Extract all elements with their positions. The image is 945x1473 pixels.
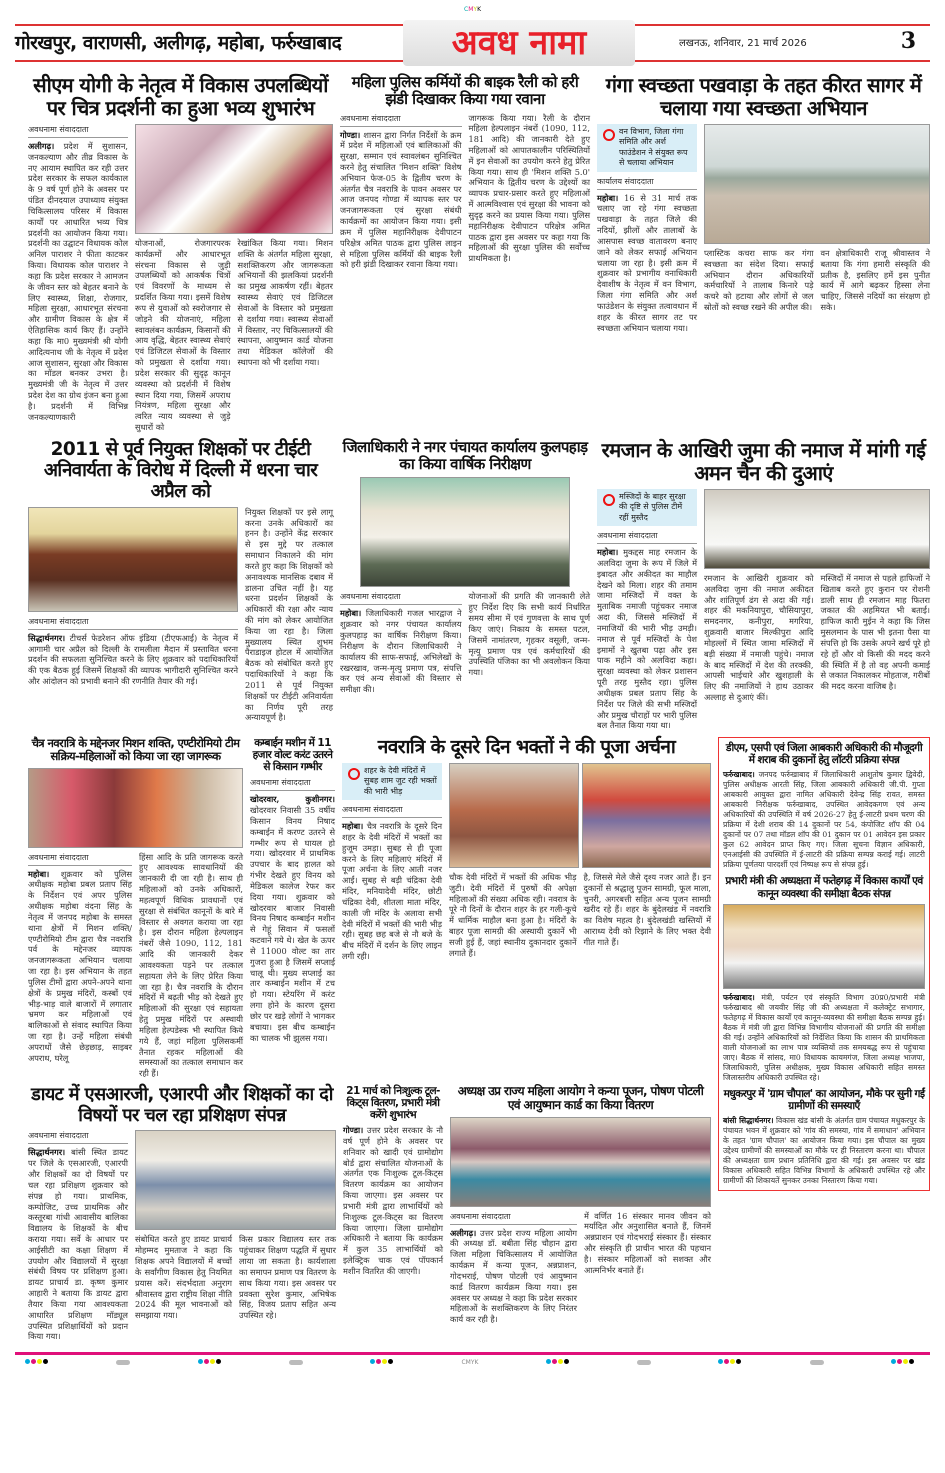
article-ganga-cleanliness[interactable] — [597, 74, 930, 333]
headline: रमजान के आखिरी जुमा की नमाज में मांगी गई अमन चैन की दुआएं — [601, 437, 926, 485]
dateline: महोबा। — [342, 821, 364, 832]
row-3 — [28, 737, 711, 1079]
article-body-col2: योजनाओं, रोजगारपरक कार्यक्रमों और आधारभूत संरचना विकास से जुड़ी उपलब्धियों को आकर्षक चित्रों एवं विवरणों के माध्यम से प्रदर्शित किया गया। इसमें विशेष रूप से युवाओं को स्वरोजगार से जोड़ने की योजनाएं, महिला स्वावलंबन कार्यक्रम, किसानों की आय वृद्धि, बेहतर स्वास्थ्य सेवाएं एवं डिजिटल सेवाओं के विस्तार को प्रमुखता से दर्शाया गया। प्रदेश सरकार की सुदृढ़ कानून व्यवस्था को प्रदर्शनी में विशेष स्थान दिया गया, जिसमें अपराध नियंत्रण, महिला सुरक्षा और त्वरित न्याय व्यवस्था से जुड़े सुधारों को — [135, 238, 231, 433]
byline: कार्यालय संवाददाता — [597, 176, 697, 190]
newspaper-logo[interactable] — [403, 20, 635, 66]
inspection-photo[interactable] — [360, 477, 570, 587]
byline: अवधनामा संवाददाता — [342, 804, 442, 818]
dateline: महोबा। — [28, 868, 50, 879]
color-dots-icon — [198, 1359, 222, 1366]
article-tet-protest[interactable] — [28, 439, 333, 723]
row-2 — [28, 439, 930, 731]
dateline: सिद्धार्थनगर। — [28, 1147, 66, 1158]
headline: गंगा स्वच्छता पखवाड़ा के तहत कीरत सागर में चलाया गया स्वच्छता अभियान — [605, 73, 922, 120]
dateline: महोबा। — [597, 192, 619, 203]
grey-pill-icon — [810, 1360, 824, 1365]
dateline: अलीगढ़। — [450, 1227, 477, 1238]
headline: डीएम, एसपी एवं जिला आबकारी अधिकारी की मौजूदगी में शराब की दुकानों हेतु लॉटरी प्रक्रिया संपन्न — [725, 742, 923, 767]
row-4 — [28, 1085, 711, 1342]
kanya-pujan-photo[interactable] — [450, 1117, 711, 1207]
headline: चैत्र नवरात्रि के मद्देनजर मिशन शक्ति, एण्टीरोमियो टीम सक्रिय-महिलाओं को किया जा रहा जागरूक — [31, 736, 240, 764]
review-meeting-photo[interactable] — [723, 904, 925, 989]
training-certificate-photo[interactable] — [135, 1130, 336, 1230]
page-content — [28, 74, 930, 1348]
headline: 2011 से पूर्व नियुक्त शिक्षकों पर टीईटी अनिवार्यता के विरोध में दिल्ली में धरना चार अप्रैल को — [43, 438, 318, 503]
article-body-col2: नियुक्त शिक्षकों पर इसे लागू करना उनके अधिकारों का हनन है। उन्होंने केंद्र सरकार से इस मुद्दे पर तत्काल समाधान निकालने की मांग करते हुए कहा कि शिक्षकों को अनावश्यक मानसिक दबाव में डालना उचित नहीं है। यह धरना प्रदर्शन शिक्षकों के अधिकारों की रक्षा और न्याय की मांग को लेकर आयोजित किया जा रहा है। जिला मुख्यालय स्थित शुभम पैराडाइज होटल में आयोजित बैठक को संबोधित करते हुए पदाधिकारियों ने कहा कि 2011 से पूर्व नियुक्त शिक्षकों पर टीईटी अनिवार्यता का निर्णय पूरी तरह अन्यायपूर्ण है। — [245, 506, 333, 723]
headline: मधुकरपुर में 'ग्राम चौपाल' का आयोजन, मौके पर सुनी गईं ग्रामीणों की समस्याएँ — [723, 1087, 925, 1112]
temple-devotees-photo-1[interactable] — [449, 763, 579, 868]
mission-shakti-photo[interactable] — [28, 768, 243, 848]
article-body: अलीगढ़। उत्तर प्रदेश राज्य महिला आयोग की अध्यक्ष डॉ. बबीता सिंह चौहान द्वारा जिला महिला चिकित्सालय में आयोजित कार्यक्रम में कन्या पूजन, अन्नप्राशन, गोदभराई, पोषण पोटली एवं आयुष्मान कार्ड वितरण कार्यक्रम किया गया। इस अवसर पर अध्यक्ष ने कहा कि प्रदेश सरकार महिलाओं के सशक्तिकरण के लिए निरंतर कार्य कर रही है। — [450, 1227, 577, 1325]
article-body: महोबा। 16 से 31 मार्च तक चलाए जा रहे गंगा स्वच्छता पखवाड़ा के तहत जिले की नदियों, झीलों और तालाबों के आसपास स्वच्छ वातावरण बनाए जाने को लेकर सफाई अभियान चलाया जा रहा है। इसी क्रम में शुक्रवार को प्रभागीय वनाधिकारी देवाशीष के नेतृत्व में वन विभाग, जिला गंगा समिति और अर्श फाउंडेशन के संयुक्त तत्वावधान में शहर के कीरत सागर तट पर स्वच्छता अभियान चलाया गया। — [597, 192, 697, 333]
masthead — [15, 20, 930, 66]
dateline: महोबा। — [597, 547, 619, 558]
cmyk-registration-top: CMYK — [464, 6, 481, 13]
article-body-col2: चौक देवी मंदिरों में भक्तों की अधिक भीड़ जुटी। देवी मंदिरों में पुरुषों की अपेक्षा महिलाओं की संख्या अधिक रही। नवरात्र के पूरे नौ दिनों के दौरान शहर के हर गली-कूचे में धार्मिक माहौल बना हुआ है। मंदिरों के बाहर पूजा सामग्री की अस्थायी दुकानें भी सजी हुई हैं, जहां स्थानीय दुकानदार दुकानें लगाते हैं। — [449, 872, 577, 958]
article-mahila-aayog[interactable] — [450, 1085, 711, 1325]
byline: अवधनामा संवाददाता — [340, 113, 462, 127]
dateline: फर्रुखाबाद। — [723, 992, 755, 1002]
byline: अवधनामा संवाददाता — [450, 1211, 577, 1225]
edition-cities: गोरखपुर, वाराणसी, अलीगढ़, महोबा, फर्रुखाबाद — [15, 29, 341, 55]
dateline: अलीगढ़। — [28, 141, 55, 151]
grey-pill-icon — [289, 1360, 303, 1365]
article-body: महोबा। मुकद्दस माह रमजान के अलविदा जुमा के रूप में जिले में इबादत और अकीदत का माहौल देखने को मिला। शहर की तमाम जामा मस्जिदों में वक्त के मुताबिक नमाजी पहुंचकर नमाज अदा की, जिससे मस्जिदों में नमाजियों की भारी भीड़ उमड़ी। नमाज से पूर्व मस्जिदों के पेश इमामों ने खुतबा पढ़ा और इस पाक महीने को अलविदा कहा। सुरक्षा व्यवस्था को लेकर प्रशासन पूरी तरह मुस्तैद रहा। पुलिस अधीक्षक प्रबल प्रताप सिंह के निर्देश पर जिले की सभी मस्जिदों और प्रमुख चौराहों पर भारी पुलिस बल तैनात किया गया था। — [597, 547, 697, 731]
article-combine-current[interactable] — [250, 737, 335, 1043]
headline: प्रभारी मंत्री की अध्यक्षता में फतेहगढ़ में विकास कार्यों एवं कानून व्यवस्था की समीक्षा बैठक संपन्न — [725, 875, 923, 900]
color-dots-icon — [891, 1359, 915, 1366]
color-dots-icon — [370, 1359, 394, 1366]
byline: अवधनामा संवाददाता — [28, 852, 132, 866]
row-1 — [28, 74, 930, 433]
dateline: बांसी सिद्धार्थनगर। — [723, 1115, 774, 1125]
article-body-col2: प्लास्टिक कचरा साफ कर गंगा स्वच्छता का संदेश दिया। सफाई अभियान दौरान अधिकारियों कर्मचारियों ने तालाब किनारे पड़े कचरे को हटाया और लोगों से जल स्रोतों को स्वच्छ रखने की अपील की। — [704, 248, 814, 313]
headline: 21 मार्च को निःशुल्क टूल-किट्स वितरण, प्रभारी मंत्री करेंगे शुभारंभ — [346, 1084, 440, 1122]
byline: अवधनामा संवाददाता — [28, 616, 238, 630]
article-body-col2: योजनाओं की प्रगति की जानकारी लेते हुए निर्देश दिए कि सभी कार्य निर्धारित समय सीमा में एवं गुणवत्ता के साथ पूर्ण किए जाएं। निकाय के समस्त पटल, जिसमें नामांतरण, गृहकर वसूली, जन्म-मृत्यु प्रमाण पत्र एवं कर्मचारियों की उपस्थिति पंजिका का भी अवलोकन किया गया। — [468, 591, 590, 678]
article-mission-shakti[interactable] — [28, 737, 243, 1079]
article-body-col3: है, जिससे मेले जैसे दृश्य नजर आते हैं। इन दुकानों से श्रद्धालु पूजन सामग्री, फूल माला, चुनरी, अगरबत्ती सहित अन्य पूजन सामग्री खरीद रहे हैं। शहर के बुंदेलखंड में नवरात्रि का विशेष महत्व है। बुंदेलखंडी खस्तियों में आराध्य देवी को रिझाने के लिए भक्त देवी गीत गाते हैं। — [583, 872, 711, 947]
article-body: महोबा। शुक्रवार को पुलिस अधीक्षक महोबा प्रबल प्रताप सिंह के निर्देशन एवं अपर पुलिस अधीक्षक महोबा वंदना सिंह के नेतृत्व में जनपद महोबा के समस्त थाना क्षेत्रों में मिशन शक्ति/एण्टीरोमियो टीम द्वारा चैत्र नवरात्रि पर्व के मद्देनजर व्यापक जनजागरूकता अभियान चलाया जा रहा है। इस अभियान के तहत पुलिस टीमों द्वारा अपने-अपने थाना क्षेत्रों के प्रमुख मंदिरों, कस्बों एवं भीड़-भाड़ वाले बाजारों में लगातार भ्रमण कर महिलाओं एवं बालिकाओं से संवाद स्थापित किया जा रहा है। उन्हें महिला संबंधी अपराधों जैसे छेड़छाड़, साइबर अपराध, घरेलू — [28, 868, 132, 1063]
headline: महिला पुलिस कर्मियों की बाइक रैली को हरी झंडी दिखाकर किया गया रवाना — [351, 73, 579, 109]
article-body-col3: मस्जिदों में नमाज से पहले हाफिजों ने खिताब करते हुए कुरान पर रोशनी डाली साथ ही रमजान माह फितरा जकात की अहमियत भी बताई। हाफिज कारी मुईन ने कहा कि जिस मुसलमान के पास भी इतना पैसा या संपत्ति हो कि उसके अपने खर्च पूरे हो रहे हों और वो किसी की मदद करने की स्थिति में है तो वह अपनी कमाई से जकात निकालकर मोहताज, गरीबों की मदद करना वाजिब है। — [820, 572, 930, 692]
issue-date: लखनऊ, शनिवार, 21 मार्च 2026 — [675, 35, 811, 49]
lower-left — [28, 737, 711, 1348]
registration-marks — [25, 1359, 915, 1366]
teachers-meeting-photo[interactable] — [28, 507, 238, 612]
article-sharab-lottery[interactable] — [723, 742, 925, 870]
color-dots-icon — [25, 1359, 49, 1366]
headline: कम्बाईन मशीन में 11 हजार वोल्ट करंट उतरने से किसान गम्भीर — [252, 737, 333, 774]
article-body: अलीगढ़। प्रदेश में सुशासन, जनकल्याण और तीव्र विकास के नए आयाम स्थापित कर रही उत्तर प्रदेश सरकार के सफल कार्यकाल के 9 वर्ष पूर्ण होने के अवसर पर पंडित दीनदयाल उपाध्याय संयुक्त चिकित्सालय परिसर में विकास कार्यों पर आधारित भव्य चित्र प्रदर्शनी का आयोजन किया गया। प्रदर्शनी का उद्घाटन विधायक कोल अनिल पाराशर ने फीता काटकर किया। विधायक कोल पाराशर ने कहा कि प्रदेश सरकार ने आमजन के जीवन स्तर को बेहतर बनाने के लिए स्वास्थ्य, शिक्षा, रोजगार, महिला सुरक्षा, आधारभूत संरचना और ग्रामीण विकास के क्षेत्र में ऐतिहासिक कार्य किए हैं। उन्होंने कहा कि मा0 मुख्यमंत्री श्री योगी आदित्यनाथ जी के नेतृत्व में प्रदेश आज सुशासन, सुरक्षा और विकास का मॉडल बनकर उभरा है। मुख्यमंत्री जी के नेतृत्व में उत्तर प्रदेश देश का ग्रोथ इंजन बना हुआ है। प्रदर्शनी में विभिन्न जनकल्याणकारी — [28, 141, 128, 422]
temple-devotees-photo-2[interactable] — [582, 763, 712, 868]
byline: अवधनामा संवाददाता — [340, 591, 462, 605]
headline: सीएम योगी के नेतृत्व में विकास उपलब्धियों पर चित्र प्रदर्शनी का हुआ भव्य शुभारंभ — [33, 73, 328, 120]
article-body: महोबा। चैत्र नवरात्रि के दूसरे दिन शहर के देवी मंदिरों में भक्तों का हुजूम उमड़ा। सुबह से ही पूजा करने के लिए महिलाएं मंदिरों में पूजा अर्चना के लिए आती नजर आईं। सुबह से बड़ी चंद्रिका देवी मंदिर, मनियादेवी मंदिर, छोटी चंद्रिका देवी, शीतला माता मंदिर, काली जी मंदिर के अलावा सभी देवी मंदिरों में भक्तों की भारी भीड़ रही। सुबह छह बजे से नौ बजे के बीच मंदिरों में दर्शन के लिए लाइन लगी रही। — [342, 821, 442, 962]
article-body-col2: रमजान के आखिरी शुक्रवार को अलविदा जुमा की नमाज अकीदत और शांतिपूर्ण ढंग से अदा की गई। शहर की मकनियापुरा, चौसियापुरा, समदनगर, कनीपुरा, मगरिया, शुक्रवारी बाजार मिल्कीपुरा आदि मोहल्लों में स्थित जामा मस्जिदों में बड़ी संख्या में नमाजी पहुंचे। नमाज के बाद मस्जिदों में देश की तरक्की, आपसी भाईचारे और खुशहाली के लिए की नमाजियों ने हाथ उठाकर अल्लाह से दुआएं कीं। — [704, 572, 814, 703]
article-body-col2: संबोधित करते हुए डायट प्राचार्य मोहम्मद मुमताज ने कहा कि शिक्षक अपने विद्यालयों में बच्चों के सर्वांगीण विकास हेतु नियमित प्रयास करें। संदर्भदाता अनुराग श्रीवास्तव द्वारा राष्ट्रीय शिक्षा नीति 2024 की मूल भावनाओं को समझाया गया। — [135, 1234, 232, 1321]
headline: डायट में एसआरजी, एआरपी और शिक्षकों का दो विषयों पर चल रहा प्रशिक्षण संपन्न — [31, 1083, 333, 1126]
grey-pill-icon — [116, 1360, 130, 1365]
article-body-col2: हिंसा आदि के प्रति जागरूक करते हुए आवश्यक सावधानियों की जानकारी दी जा रही है। साथ ही महिलाओं को उनके अधिकारों, महत्वपूर्ण विधिक प्रावधानों एवं सुरक्षा से संबंधित कानूनों के बारे में विस्तार से अवगत कराया जा रहा है। इस दौरान महिला हेल्पलाइन नंबरों जैसे 1090, 112, 181 आदि की जानकारी देकर आवश्यकता पड़ने पर तत्काल सहायता लेने के लिए प्रेरित किया जा रहा है। चैत्र नवरात्रि के दौरान मंदिरों में बढ़ती भीड़ को देखते हुए महिलाओं की सुरक्षा एवं सहायता हेतु प्रमुख मंदिरों पर अस्थायी महिला हेल्पडेस्क भी स्थापित किये गये हैं, जहां महिला पुलिसकर्मी तैनात रहकर महिलाओं की समस्याओं का तत्काल समाधान कर रही हैं। — [139, 851, 243, 1079]
right-news-box — [718, 737, 930, 1191]
article-body: महोबा। जिलाधिकारी गजल भारद्वाज ने शुक्रवार को नगर पंचायत कार्यालय कुलपहाड़ का वार्षिक निरीक्षण किया। निरीक्षण के दौरान जिलाधिकारी ने कार्यालय की साफ-सफाई, अभिलेखों के रखरखाव, जन्म-मृत्यु प्रमाण पत्र, संपत्ति कर एवं अन्य सेवाओं की विस्तार से समीक्षा की। — [340, 608, 462, 695]
dateline: फर्रुखाबाद। — [723, 770, 755, 780]
byline: अवधनामा संवाददाता — [250, 777, 335, 791]
article-body: गोण्डा। उत्तर प्रदेश सरकार के नौ वर्ष पूर्ण होने के अवसर पर शनिवार को खादी एवं ग्रामोद्योग बोर्ड द्वारा संचालित योजनाओं के अंतर्गत एक निःशुल्क टूल-किट्स वितरण कार्यक्रम का आयोजन किया जाएगा। इस अवसर पर प्रभारी मंत्री द्वारा लाभार्थियों को निःशुल्क टूल-किट्स का वितरण किया जाएगा। जिला ग्रामोद्योग अधिकारी ने बताया कि कार्यक्रम में कुल 35 लाभार्थियों को इलेक्ट्रिक चाक एवं पॉपकार्न मशीन वितरित की जाएगी। — [343, 1125, 443, 1276]
article-body-col2: में वर्णित 16 संस्कार मानव जीवन को मर्यादित और अनुशासित बनाते हैं, जिनमें अन्नप्राशन एवं गोदभराई संस्कार हैं। संस्कार और संस्कृति ही प्राचीन भारत की पहचान है। संस्कार महिलाओं को सशक्त और आत्मनिर्भर बनाते हैं। — [584, 1210, 711, 1275]
exhibition-photo[interactable] — [135, 124, 333, 234]
article-body-col3: रेखांकित किया गया। मिशन शक्ति के अंतर्गत महिला सुरक्षा, सशक्तिकरण और जागरूकता अभियानों की झलकियां प्रदर्शनी का प्रमुख आकर्षण रहीं। बेहतर स्वास्थ्य सेवाएं एवं डिजिटल सेवाओं के विस्तार को प्रमुखता से दर्शाया गया। स्वास्थ्य सेवाओं में विस्तार, नए चिकित्सालयों की स्थापना, आयुष्मान कार्ड योजना तथा मेडिकल कॉलेजों की स्थापना को भी दर्शाया गया। — [237, 238, 333, 368]
highlight-callout: शहर के देवी मंदिरों में सुबह शाम जुट रही भक्तों की भारी भीड़ — [342, 763, 442, 800]
article-kulpahad-inspection[interactable] — [340, 439, 590, 695]
article-gram-chaupal[interactable] — [723, 1088, 925, 1186]
cmyk-registration-bottom: CMYK — [461, 1359, 479, 1367]
headline: नवरात्रि के दूसरे दिन भक्तों ने की पूजा अर्चना — [377, 736, 676, 759]
namaz-photo[interactable] — [704, 489, 930, 569]
headline: अध्यक्ष उप्र राज्य महिला आयोग ने कन्या पूजन, पोषण पोटली एवं आयुष्मान कार्ड का किया वितरण — [457, 1083, 704, 1112]
article-navratri-puja[interactable] — [342, 737, 711, 962]
dateline: खोदरवार, कुशीनगर। — [250, 794, 335, 805]
article-body: फर्रुखाबाद। जनपद फर्रुखाबाद में जिलाधिकारी आशुतोष कुमार द्विवेदी, पुलिस अधीक्षक आरती सिंह, जिला आबकारी अधिकारी जी.पी. गुप्ता आबकारी आयुक्त द्वारा नामित अधिकारी देवेन्द्र सिंह रावत, समस्त आबकारी निरीक्षक फर्रुखाबाद, उपस्थित आवेदकगण एवं अन्य अधिकारियों की उपस्थिति में वर्ष 2026-27 हेतु ई-लाटरी प्रथम चरण की प्रक्रिया में देशी शराब की 14 दुकानों पर 54, कंपोजिट शॉप की 04 दुकानों पर 07 तथा मॉडल शॉप की 01 दुकान पर 01 आवेदन इस प्रकार कुल 62 आवेदन प्राप्त किए गए। जिला सूचना विज्ञान अधिकारी, एनआईसी की उपस्थिति में ई-लाटरी की प्रक्रिया सम्पन्न कराई गई। लाटरी प्रक्रिया पूर्णतया पारदर्शी एवं निष्पक्ष रूप से संपन्न हुई। — [723, 770, 925, 870]
grey-pill-icon — [637, 1360, 651, 1365]
article-body-col3: वन क्षेत्राधिकारी राजू श्रीवास्तव ने बताया कि गंगा हमारी संस्कृति की प्रतीक है, इसलिए हमें इस पुनीत कार्य में आगे बढ़कर हिस्सा लेना चाहिए, जिससे नदियों का संरक्षण हो सके। — [820, 248, 930, 313]
article-diet-training[interactable] — [28, 1085, 336, 1342]
article-cm-yogi-exhibition[interactable] — [28, 74, 333, 433]
byline: अवधनामा संवाददाता — [28, 1130, 128, 1144]
article-body: फर्रुखाबाद। मंत्री, पर्यटन एवं संस्कृति विभाग उ0प्र0/प्रभारी मंत्री फर्रुखाबाद श्री जयवीर सिंह जी की अध्यक्षता में कलेक्ट्रेट सभागार, फतेहगढ़ में विकास कार्यों एवं कानून-व्यवस्था की समीक्षा बैठक सम्पन्न हुई। बैठक में मंत्री जी द्वारा विभिन्न विभागीय योजनाओं की प्रगति की समीक्षा की गई। उन्होंने अधिकारियों को निर्देशित किया कि शासन की प्राथमिकता वाली योजनाओं का लाभ पात्र व्यक्तियों तक समयबद्ध रूप से पहुंचाया जाए। बैठक में सांसद, मा0 विधायक कायमगंज, जिला अध्यक्ष भाजपा, जिलाधिकारी, पुलिस अधीक्षक, मुख्य विकास अधिकारी सहित समस्त जिलास्तरीय अधिकारी उपस्थित रहे। — [723, 992, 925, 1082]
article-body-col3: किस प्रकार विद्यालय स्तर तक पहुंचाकर शिक्षण पद्धति में सुधार लाया जा सकता है। कार्यशाला का समापन प्रमाण पत्र वितरण के साथ किया गया। इस अवसर पर प्रवक्ता सुरेश कुमार, अभिषेक सिंह, विजय प्रताप सहित अन्य उपस्थित रहे। — [239, 1234, 336, 1321]
cleanliness-drive-photo[interactable] — [704, 124, 930, 244]
article-body: सिद्धार्थनगर। टीचर्स फेडरेशन ऑफ इंडिया (टीएफआई) के नेतृत्व में आगामी चार अप्रैल को दिल्ली के रामलीला मैदान में प्रस्तावित धरना प्रदर्शन की सफलता सुनिश्चित करने के लिए शुक्रवार को पदाधिकारियों की एक बैठक हुई जिसमें शिक्षकों की व्यापक भागीदारी सुनिश्चित करने और आंदोलन को प्रभावी बनाने की रणनीति तैयार की गई। — [28, 632, 238, 687]
dateline: महोबा। — [340, 608, 362, 619]
footer-rule — [15, 1352, 930, 1355]
article-body: सिद्धार्थनगर। बांसी स्थित डायट पर जिले के एसआरजी, एआरपी और शिक्षकों का दो विषयों पर चल रहा प्रशिक्षण शुक्रवार को संपन्न हो गया। प्राथमिक, कम्पोजिट, उच्च प्राथमिक और कस्तूरबा गांधी आवासीय बालिका विद्यालय के शिक्षकों के बीच कराया गया। सर्वे के आधार पर आईसीटी का कक्षा शिक्षण में उपयोग और विद्यालयों में सुरक्षा संबंधी विषय पर प्रशिक्षण हुआ। डायट प्राचार्य डा. कृष्ण कुमार आहारी ने बताया कि डायट द्वारा तैयार किया गया आवश्यकता आधारित प्रशिक्षण मॉड्यूल उपस्थित प्रशिक्षार्थियों को प्रदान किया गया। — [28, 1147, 128, 1342]
byline: अवधनामा संवाददाता — [597, 530, 697, 544]
highlight-callout: वन विभाग, जिला गंगा समिति और अर्श फाउंडेशन ने संयुक्त रूप से चलाया अभियान — [597, 124, 697, 172]
page-number: 3 — [897, 28, 920, 54]
article-ramzan-jumma[interactable] — [597, 439, 930, 731]
lower-section — [28, 737, 930, 1348]
color-dots-icon — [718, 1359, 742, 1366]
byline: अवधनामा संवाददाता — [28, 124, 128, 138]
article-body: खोदरवार, कुशीनगर। खोदरवार निवासी 35 वर्षीय किसान विनय निषाद कम्बाईन में करण्ट उतरने से गम्भीर रूप से घायल हो गया। खोदरवार में प्राथमिक उपचार के बाद हालत को गंभीर देखते हुए विनय को मेडिकल कालेज रेफर कर दिया गया। शुक्रवार को खोदरवार बाजार निवासी विनय निषाद कम्बाईन मशीन से गेहूं सिवान में फसलों कटवाने गये थे। खेत के ऊपर से 11000 वोल्ट का तार गुजरा हुआ है जिसमें सप्लाई चालू थी। मुख्य सप्लाई का तार कम्बाईन मशीन में टच हो गया। स्टेयरिंग में करंट लगा होने के कारण दूसरा छोर पर खड़े लोगों ने भागकर बचाया। इस बीच कम्बाईन का चालक भी झुलस गया। — [250, 794, 335, 1043]
color-dots-icon — [546, 1359, 570, 1366]
highlight-callout: मस्जिदों के बाहर सुरक्षा की दृष्टि से पुलिस टीमें रहीं मुस्तैद — [597, 489, 697, 526]
article-tool-kits[interactable] — [343, 1085, 443, 1277]
logo-text: अवध नामा — [451, 23, 587, 63]
article-fatehgarh-review[interactable] — [723, 875, 925, 1082]
dateline: गोण्डा। — [340, 129, 361, 140]
article-body: बांसी सिद्धार्थनगर। विकास खंड बांसी के अंतर्गत ग्राम पंचायत मधुकरपुर के पंचायत भवन में शुक्रवार को 'गांव की समस्या, गांव में समाधान' अभियान के तहत 'ग्राम चौपाल' का आयोजन किया गया। इस चौपाल का मुख्य उद्देश्य ग्रामीणों की समस्याओं का मौके पर ही निस्तारण करना था। चौपाल की अध्यक्षता ग्राम प्रधान प्रतिनिधि द्वारा की गई। इस अवसर पर खंड विकास अधिकारी सहित विभिन्न विभागों के अधिकारी उपस्थित रहे और ग्रामीणों की शिकायतें सुनकर उनका निस्तारण किया गया। — [723, 1115, 925, 1185]
article-mahila-police-bike-rally[interactable] — [340, 74, 590, 270]
headline: जिलाधिकारी ने नगर पंचायत कार्यालय कुलपहाड़ का किया वार्षिक निरीक्षण — [342, 437, 588, 474]
article-body-col2: जागरूक किया गया। रैली के दौरान महिला हेल्पलाइन नंबरों (1090, 112, 181 आदि) की जानकारी देते हुए महिलाओं को आपातकालीन परिस्थितियों में इन सेवाओं का उपयोग करने हेतु प्रेरित किया गया। साथ ही 'मिशन शक्ति 5.0' अभियान के द्वितीय चरण के उद्देश्यों का व्यापक प्रचार-प्रसार करते हुए महिलाओं में आत्मविश्वास एवं सुरक्षा की भावना को सुदृढ़ करने का प्रयास किया गया। पुलिस महानिरीक्षक देवीपाटन परिक्षेत्र अमित पाठक द्वारा इस अवसर पर कहा गया कि महिलाओं की सुरक्षा पुलिस की सर्वोच्च प्राथमिकता है। — [468, 112, 590, 264]
dateline: सिद्धार्थनगर। — [28, 632, 66, 643]
dateline: गोण्डा। — [343, 1125, 364, 1136]
article-body: गोण्डा। शासन द्वारा निर्गत निर्देशों के क्रम में प्रदेश में महिलाओं एवं बालिकाओं की सुरक्षा, सम्मान एवं स्वावलंबन सुनिश्चित करने हेतु संचालित 'मिशन शक्ति' विशेष अभियान फेज-05 के द्वितीय चरण के अंतर्गत चैत्र नवरात्रि के पावन अवसर पर आज जनपद गोण्डा में व्यापक स्तर पर जनजागरूकता एवं सुरक्षा संबंधी कार्यक्रमों का आयोजन किया गया। इसी क्रम में पुलिस महानिरीक्षक देवीपाटन परिक्षेत्र अमित पाठक द्वारा पुलिस लाइन से महिला पुलिस कर्मियों की बाइक रैली को हरी झंडी दिखाकर रवाना किया गया। — [340, 129, 462, 270]
